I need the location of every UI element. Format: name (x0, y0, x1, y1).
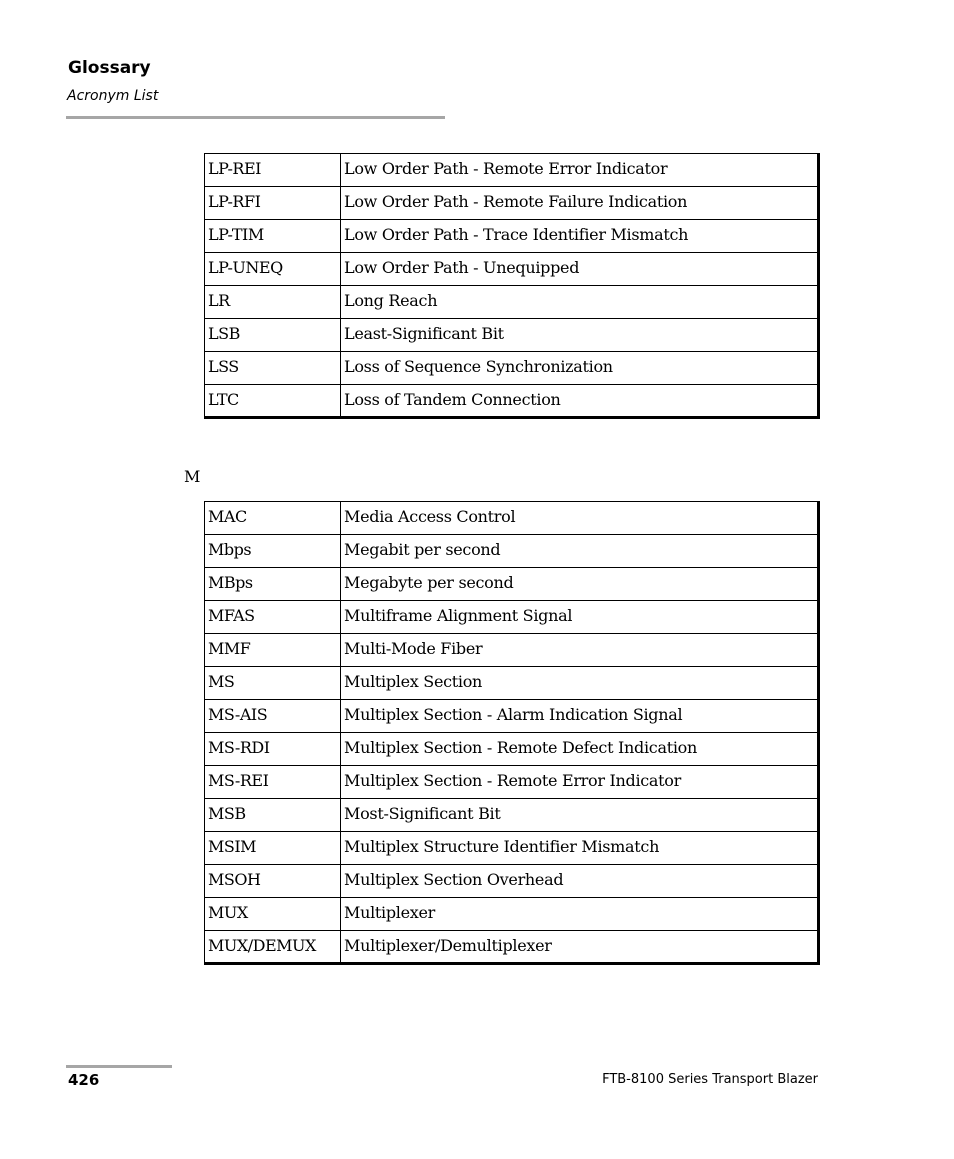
page-header-title: Glossary (68, 58, 151, 78)
meaning-cell: Multiplex Section - Alarm Indication Signal (341, 700, 819, 733)
meaning-cell: Megabyte per second (341, 568, 819, 601)
acronym-table-m (204, 501, 820, 965)
acronym-table-body (205, 502, 819, 964)
meaning-cell: Low Order Path - Trace Identifier Mismatch (341, 220, 819, 253)
meaning-cell: Low Order Path - Remote Failure Indication (341, 187, 819, 220)
acronym-cell: MS-REI (205, 766, 341, 799)
acronym-cell: LP-REI (205, 154, 341, 187)
section-letter-m: M (184, 467, 201, 486)
meaning-cell: Multiplex Section - Remote Error Indicator (341, 766, 819, 799)
product-name: FTB-8100 Series Transport Blazer (602, 1072, 818, 1087)
meaning-cell: Multiplex Section Overhead (341, 865, 819, 898)
table-row (205, 700, 819, 733)
acronym-cell: LTC (205, 385, 341, 418)
table-row (205, 766, 819, 799)
acronym-cell: LP-TIM (205, 220, 341, 253)
acronym-cell: MUX (205, 898, 341, 931)
meaning-cell: Low Order Path - Remote Error Indicator (341, 154, 819, 187)
meaning-cell: Least-Significant Bit (341, 319, 819, 352)
meaning-cell: Most-Significant Bit (341, 799, 819, 832)
table-row (205, 286, 819, 319)
acronym-cell: LSS (205, 352, 341, 385)
acronym-cell: MSIM (205, 832, 341, 865)
acronym-cell: LR (205, 286, 341, 319)
meaning-cell: Multiplex Section (341, 667, 819, 700)
table-row (205, 799, 819, 832)
acronym-cell: MFAS (205, 601, 341, 634)
table-row (205, 898, 819, 931)
acronym-cell: MBps (205, 568, 341, 601)
acronym-table-body (205, 154, 819, 418)
acronym-cell: Mbps (205, 535, 341, 568)
table-row (205, 601, 819, 634)
acronym-cell: MSOH (205, 865, 341, 898)
meaning-cell: Multi-Mode Fiber (341, 634, 819, 667)
table-row (205, 253, 819, 286)
meaning-cell: Multiplex Structure Identifier Mismatch (341, 832, 819, 865)
acronym-cell: LP-RFI (205, 187, 341, 220)
acronym-table-l (204, 153, 820, 419)
table-row (205, 667, 819, 700)
table-row (205, 733, 819, 766)
footer-divider (66, 1065, 172, 1068)
table-row (205, 535, 819, 568)
table-row (205, 154, 819, 187)
acronym-cell: MS-AIS (205, 700, 341, 733)
meaning-cell: Loss of Sequence Synchronization (341, 352, 819, 385)
meaning-cell: Multiplexer/Demultiplexer (341, 931, 819, 964)
meaning-cell: Loss of Tandem Connection (341, 385, 819, 418)
page-header-subtitle: Acronym List (67, 88, 159, 104)
acronym-cell: LP-UNEQ (205, 253, 341, 286)
meaning-cell: Low Order Path - Unequipped (341, 253, 819, 286)
table-row (205, 319, 819, 352)
table-row (205, 634, 819, 667)
table-row (205, 352, 819, 385)
acronym-cell: MMF (205, 634, 341, 667)
meaning-cell: Media Access Control (341, 502, 819, 535)
meaning-cell: Multiplexer (341, 898, 819, 931)
table-row (205, 832, 819, 865)
table-row (205, 187, 819, 220)
table-row (205, 220, 819, 253)
meaning-cell: Megabit per second (341, 535, 819, 568)
table-row (205, 931, 819, 964)
table-row (205, 865, 819, 898)
acronym-cell: MSB (205, 799, 341, 832)
table-row (205, 502, 819, 535)
acronym-cell: MAC (205, 502, 341, 535)
meaning-cell: Multiframe Alignment Signal (341, 601, 819, 634)
acronym-cell: MS-RDI (205, 733, 341, 766)
acronym-cell: MUX/DEMUX (205, 931, 341, 964)
page-number: 426 (68, 1071, 100, 1089)
acronym-cell: MS (205, 667, 341, 700)
acronym-cell: LSB (205, 319, 341, 352)
table-row (205, 385, 819, 418)
meaning-cell: Multiplex Section - Remote Defect Indication (341, 733, 819, 766)
header-divider (66, 116, 445, 119)
meaning-cell: Long Reach (341, 286, 819, 319)
table-row (205, 568, 819, 601)
